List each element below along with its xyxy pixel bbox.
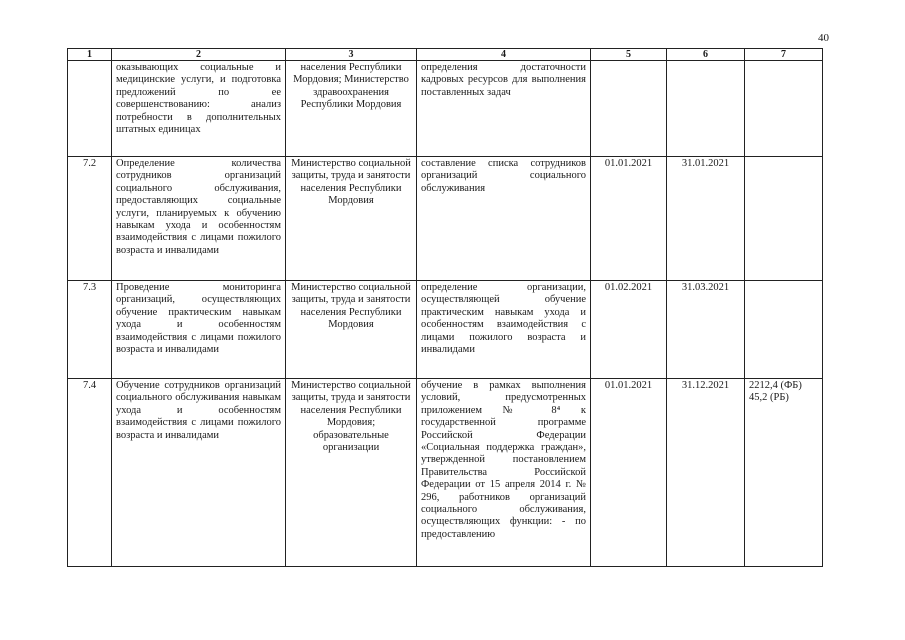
row-number: 7.3 [68,281,112,379]
column-header-1: 1 [68,49,112,61]
action-cell: оказывающих социальные и медицинские услуги, и подготовка предложений по ее совершенствованию: анализ потребности в дополнительных штатных единицах [112,61,286,157]
funding-cell [745,281,823,379]
result-cell: определения достаточности кадровых ресурсов для выполнения поставленных задач [417,61,591,157]
funding-cell: 2212,4 (ФБ) 45,2 (РБ) [745,379,823,567]
table-row [68,61,823,157]
table-row [68,281,823,379]
funding-cell [745,61,823,157]
result-cell: обучение в рамках выполнения условий, предусмотренных приложением № 8⁴ к государственной программе Российской Федерации «Социальная поддержка граждан», утвержденной постановлением Правительства Российской Федерации от 15 апреля 2014 г. № 296, работников организаций социального обслуживания, осуществляющих функции: - по предоставлению [417,379,591,567]
table-row [68,379,823,567]
end-date-cell: 31.03.2021 [667,281,745,379]
header-row [68,49,823,61]
column-header-4: 4 [417,49,591,61]
action-cell: Проведение мониторинга организаций, осуществляющих обучение практическим навыкам ухода и особенностям взаимодействия с лицами пожилого возраста и инвалидами [112,281,286,379]
end-date-cell [667,61,745,157]
result-cell: определение организации, осуществляющей обучение практическим навыкам ухода и особенностям взаимодействия с лицами пожилого возраста и инвалидами [417,281,591,379]
row-number: 7.4 [68,379,112,567]
row-number [68,61,112,157]
end-date-cell: 31.01.2021 [667,157,745,281]
action-cell: Обучение сотрудников организаций социального обслуживания навыкам ухода и особенностям взаимодействия с лицами пожилого возраста и инвалидами [112,379,286,567]
executors-cell: Министерство социальной защиты, труда и занятости населения Республики Мордовия; образовательные организации [286,379,417,567]
measures-table [67,48,823,567]
column-header-6: 6 [667,49,745,61]
action-cell: Определение количества сотрудников организаций социального обслуживания, предоставляющих социальные услуги, планируемых к обучению навыкам ухода и особенностям взаимодействия с лицами пожилого возраста и инвалидами [112,157,286,281]
column-header-7: 7 [745,49,823,61]
column-header-2: 2 [112,49,286,61]
page-number: 40 [818,32,829,44]
table-row [68,157,823,281]
start-date-cell [591,61,667,157]
column-header-5: 5 [591,49,667,61]
executors-cell: Министерство социальной защиты, труда и занятости населения Республики Мордовия [286,281,417,379]
start-date-cell: 01.02.2021 [591,281,667,379]
funding-cell [745,157,823,281]
end-date-cell: 31.12.2021 [667,379,745,567]
executors-cell: населения Республики Мордовия; Министерство здравоохранения Республики Мордовия [286,61,417,157]
column-header-3: 3 [286,49,417,61]
start-date-cell: 01.01.2021 [591,379,667,567]
result-cell: составление списка сотрудников организаций социального обслуживания [417,157,591,281]
row-number: 7.2 [68,157,112,281]
start-date-cell: 01.01.2021 [591,157,667,281]
executors-cell: Министерство социальной защиты, труда и занятости населения Республики Мордовия [286,157,417,281]
